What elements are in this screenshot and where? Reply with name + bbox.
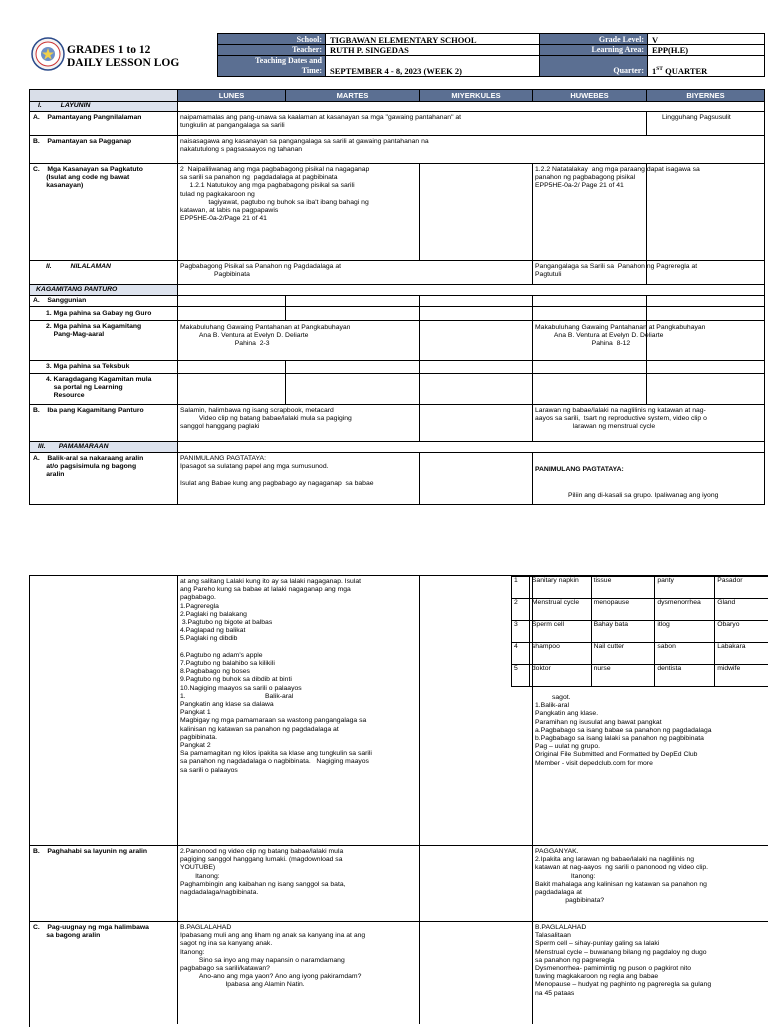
section-layunin: I. LAYUNIN [38,102,90,110]
day-thursday: HUWEBES [533,91,646,100]
di-kasali-option: itlog [655,621,715,643]
di-kasali-option: Sperm cell [529,621,591,643]
learning-area-label: Learning Area: [539,45,644,54]
di-kasali-row [512,665,768,687]
di-kasali-option: shampoo [529,643,591,665]
di-kasali-option: tissue [591,577,655,599]
di-kasali-option: menopause [591,599,655,621]
paglalahad-thursday: B.PAGLALAHAD Talasalitaan Sperm cell – sihay-punlay galing sa lalaki Menstrual cycle – buwanang bilang ng pagdaloy ng dugo sa panahon ng pagreregla Dysmenorrhea- pamimintig ng puson o pagkirot nito tuwing magkakaroon ng regla ang babae Menopause – hudyat ng paghinto ng pagreregla sa gulang na 45 pataas [535,924,767,998]
di-kasali-option: nurse [591,665,655,687]
kasanayan-monday: 2 Naipaliliwanag ang mga pagbabagong pisikal na nagaganap sa sarili sa panahon ng pagdadalaga at pagbibinata 1.2.1 Natutukoy ang mga pagbabagong pisikal sa sarili tulad ng pagkakaroon ng tagiyawat, pagtubo ng buhok sa iba't ibang bahagi ng katawan, at labis na pagpapawis EPP5HE-0a-2/Page 21 of 41 [180,166,418,223]
row-karagdagang-kagamitan: 4. Karagdagang Kagamitan mula sa portal ng Learning Resource [46,376,174,401]
dates-value: SEPTEMBER 4 - 8, 2023 (WEEK 2) [330,66,462,76]
di-kasali-option: Obaryo [715,621,768,643]
di-kasali-option: Pasador [715,577,768,599]
iba-pang-kagamitan-thursday: Larawan ng babae/lalaki na naglilinis ng katawan at nag- aayos sa sarili, tsart ng reproductive system, video clip o larawan ng menstrual cycle [535,407,765,432]
panimulang-pagtataya-thursday-text: Piliin ang di-kasali sa grupo. Ipaliwanag ang iyong [568,492,718,500]
di-kasali-option: dysmenorrhea [655,599,715,621]
di-kasali-number: 1 [512,577,530,599]
kasanayan-thursday: 1.2.2 Natatalakay ang mga paraang dapat isagawa sa panahon ng pagbabagong pisikal EPP5HE-0a-2/ Page 21 of 41 [535,166,765,191]
row-sanggunian: A. Sanggunian [33,297,86,305]
grade-level-value: V [652,35,658,45]
di-kasali-option: Gland [715,599,768,621]
paghahabi-monday: 2.Panonood ng video clip ng batang babae/lalaki mula pagiging sanggol hanggang lumaki. (magdownload sa YOUTUBE) Itanong: Paghambingin ang kaibahan ng isang sanggol sa bata, nagdadalaga/nagbibinata. [180,848,418,897]
di-kasali-number: 2 [512,599,530,621]
day-tuesday: MARTES [286,91,419,100]
section-kagamitang-panturo: KAGAMITANG PANTURO [36,286,117,294]
pamantayang-pangnilalaman-text: naipamamalas ang pang-unawa sa kaalaman at kasanayan sa mga "gawaing pantahanan" at tungkulin at pangangalaga sa sarili [180,114,645,130]
row-pamantayang-pangnilalaman: A. Pamantayang Pangnilalaman [33,114,175,122]
di-kasali-row [512,577,768,599]
school-label: School: [218,35,322,44]
section-pamamaraan: III. PAMAMARAAN [38,443,108,451]
panimulang-pagtataya-monday: PANIMULANG PAGTATAYA: Ipasagot sa sulatang papel ang mga sumusunod. Isulat ang Babae kung ang pagbabago ay nagaganap sa babae [180,455,418,488]
row-paghahabi-sa-layunin: B. Paghahabi sa layunin ng aralin [33,848,147,856]
di-kasali-option: midwife [715,665,768,687]
teacher-value: RUTH P. SINGEDAS [330,45,409,55]
row-mga-kasanayan: C. Mga Kasanayan sa Pagkatuto (Isulat ang code ng bawat kasanayan) [33,166,175,191]
di-kasali-number: 4 [512,643,530,665]
deped-seal-logo [31,37,65,71]
panimulang-pagtataya-thursday-title: PANIMULANG PAGTATAYA: [535,466,624,474]
day-header-left-blank [30,90,177,101]
di-kasali-number: 5 [512,665,530,687]
row-iba-pang-kagamitan: B. Iba pang Kagamitang Panturo [33,407,144,415]
dates-label-line-2: Time: [218,66,322,75]
row-kagamitang-pang-mag-aaral: 2. Mga pahina sa Kagamitang Pang-Mag-aaral [46,323,174,339]
row-pamantayan-sa-pagganap: B. Pamantayan sa Pagganap [33,138,175,146]
di-kasali-option: Menstrual cycle [529,599,591,621]
di-kasali-option: Sanitary napkin [529,577,591,599]
di-kasali-option: Labakara [715,643,768,665]
paglalahad-monday: B.PAGLALAHAD Ipabasang muli ang ang liham ng anak sa kanyang ina at ang sagot ng ina sa kanyang anak. Itanong: Sino sa inyo ang may napansin o naramdamang pagbabago sa sarili/katawan? Ano-ano ang mga yaon? Ano ang iyong pakiramdam? Ipabasa ang Alamin Natin. [180,924,418,990]
di-kasali-row [512,643,768,665]
di-kasali-row [512,621,768,643]
di-kasali-option: Bahay bata [591,621,655,643]
school-value: TIGBAWAN ELEMENTARY SCHOOL [330,35,477,45]
pagganyak-thursday: PAGGANYAK. 2.Ipakita ang larawan ng babae/lalaki na naglilinis ng katawan at nag-aayos ng sarili o panonood ng video clip. Itanong: Bakit mahalaga ang kalinisan ng katawan sa panahon ng pagdadalaga at pagbibinata? [535,848,767,905]
lingguhang-pagsusulit: Lingguhang Pagsusulit [662,114,731,122]
di-kasali-option: sabon [655,643,715,665]
row-gabay-ng-guro: 1. Mga pahina sa Gabay ng Guro [46,310,151,318]
quarter-word: QUARTER [663,66,707,76]
kagamitang-pang-mag-aaral-monday: Makabuluhang Gawaing Pantahanan at Pangkabuhayan Ana B. Ventura at Evelyn D. Deliarte Pahina 2-3 [180,324,418,349]
di-kasali-option: doktor [529,665,591,687]
learning-area-value: EPP(H.E) [652,45,688,55]
di-kasali-number: 3 [512,621,530,643]
document-title [67,44,179,69]
dates-label-line-1: Teaching Dates and [218,56,322,65]
quarter-number: 1 [652,66,656,76]
quarter-label: Quarter: [539,66,644,75]
grade-level-label: Grade Level: [539,35,644,44]
day-friday: BIYERNES [647,91,764,100]
balik-aral-thursday-continued: sagot. 1.Balik-aral Pangkatin ang klase. Paramihan ng isusulat ang bawat pangkat a.Pagbabago sa isang babae sa panahon ng pagdadalaga b.Pagbabago sa isang lalaki sa panahon ng pagbibinata Pag – uulat ng grupo. Original File Submitted and Formatted by DepEd Club Member - visit depedclub.com for more [535,694,767,768]
teacher-label: Teacher: [218,45,322,54]
di-kasali-option: panty [655,577,715,599]
quarter-value [652,66,707,76]
iba-pang-kagamitan-monday: Salamin, halimbawa ng isang scrapbook, metacard Video clip ng batang babae/lalaki mula sa pagiging sanggol hanggang paglaki [180,407,418,432]
row-teksbuk: 3. Mga pahina sa Teksbuk [46,363,129,371]
day-wednesday: MIYERKULES [420,91,532,100]
nilalaman-monday: Pagbabagong Pisikal sa Panahon ng Pagdadalaga at Pagbibinata [180,263,418,279]
quarter-suffix: ST [656,66,663,72]
title-line-1: GRADES 1 to 12 [67,44,179,57]
balik-aral-monday-continued: at ang salitang Lalaki kung ito ay sa lalaki nagaganap. Isulat ang Pareho kung sa babae at lalaki nagaganap ang mga pagbabago. 1.Pagreregla 2.Paglaki ng balakang 3.Pagtubo ng bigote at balbas 4.Paglapad ng balikat 5.Paglaki ng dibdib 6.Pagtubo ng adam's apple 7.Pagtubo ng balahibo sa kilikili 8.Pagbabago ng boses 9.Pagtubo ng buhok sa dibdib at binti 10.Nagiging maayos sa sarili o palaayos 1. Balik-aral Pangkatin ang klase sa dalawa Pangkat 1 Magbigay ng mga pamamaraan sa wastong pangangalaga sa kalinisan ng katawan sa panahon ng pagdadalaga at pagbibinata. Pangkat 2 Sa pamamagitan ng kilos ipakita sa klase ang tungkulin sa sarili sa panahon ng nagdadalaga o nagbibinata. Nagiging maayos sa sarili o palaayos [180,578,418,775]
day-monday: LUNES [178,91,285,100]
kagamitang-pang-mag-aaral-thursday: Makabuluhang Gawaing Pantahanan at Pangkabuhayan Ana B. Ventura at Evelyn D. Deliarte Pahina 8-12 [535,324,765,349]
section-nilalaman: II. NILALAMAN [46,263,111,271]
di-kasali-option: dentista [655,665,715,687]
di-kasali-table [511,576,768,687]
pamantayan-sa-pagganap-text: naisasagawa ang kasanayan sa pangangalaga sa sarili at gawaing pantahanan na nakatutulong s pagsasaayos ng tahanan [180,138,645,154]
nilalaman-thursday: Pangangalaga sa Sarili sa Panahon ng Pagreregla at Pagtutuli [535,263,765,279]
di-kasali-option: Nail cutter [591,643,655,665]
title-line-2: DAILY LESSON LOG [67,57,179,70]
row-pag-uugnay: C. Pag-uugnay ng mga halimbawa sa bagong aralin [33,924,175,940]
di-kasali-row [512,599,768,621]
row-balik-aral: A. Balik-aral sa nakaraang aralin at/o pagsisimula ng bagong aralin [33,455,175,480]
